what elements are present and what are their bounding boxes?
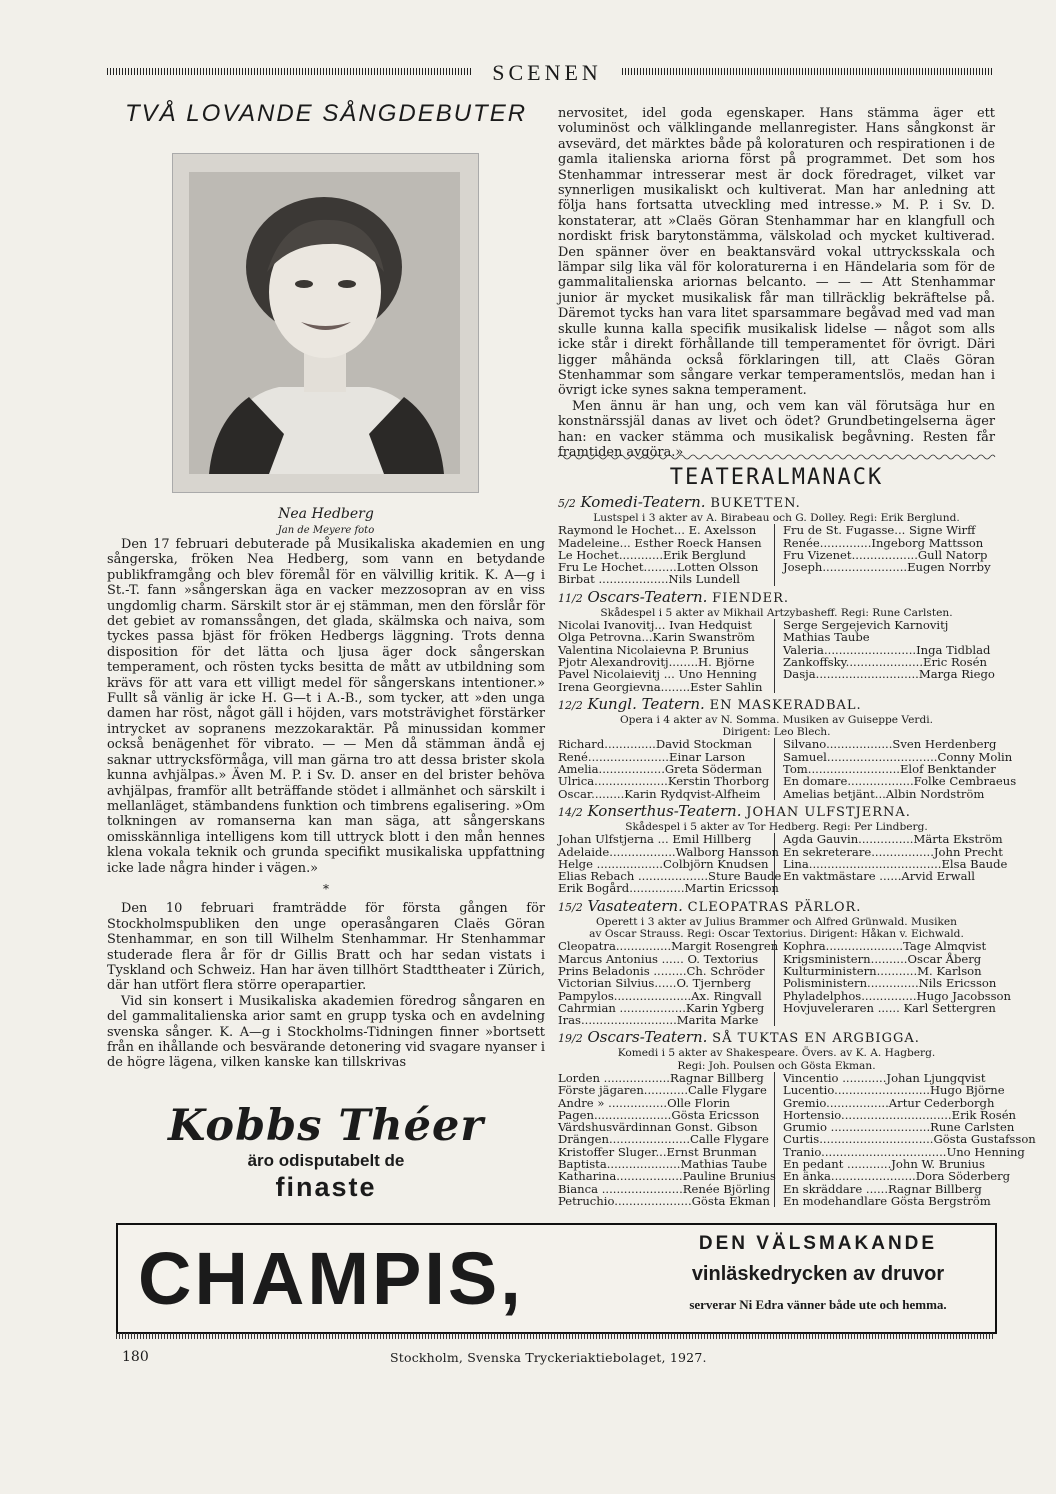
cast-column-right (775, 1070, 1036, 1208)
cast-row: Kristoffer Sluger...Ernst Brunman (558, 1144, 757, 1159)
page-header (107, 60, 992, 86)
cast-row: Kophra.....................Tage Almqvist (783, 939, 987, 954)
entry-theater: Oscars-Teatern. (587, 1028, 708, 1047)
cast-row: Bianca ......................Renée Björling (558, 1181, 771, 1196)
cast-row: Katharina..................Pauline Brunius (558, 1169, 776, 1184)
cast-row: Petruchio.....................Gösta Ekman (558, 1193, 770, 1208)
kobbs-tagline-emphasis: finaste (275, 1172, 377, 1202)
cast-row: Andre » ................Olle Florin (558, 1095, 731, 1110)
cast-column-left (558, 738, 775, 799)
entry-heading (558, 898, 995, 916)
cast-row: René......................Einar Larson (558, 749, 746, 764)
paragraph: Men ännu är han ung, och vem kan väl förutsäga hur en konstnärssjäl danas av livet och ödet? Grundbetingelserna äger han: en vacker stämma och musikalisk begåvning. Resten får framtiden avgöra.» (558, 398, 995, 460)
cast-row: Gremio.................Artur Cederborgh (783, 1095, 995, 1110)
section-separator: * (323, 881, 329, 896)
cast-row: Hortensio..............................Erik Rosén (783, 1107, 1017, 1122)
entry-play: JOHAN ULFSTJERNA. (746, 804, 911, 820)
cast-column-left (558, 619, 775, 693)
champis-brand: CHAMPIS, (138, 1237, 524, 1320)
entry-details: Opera i 4 akter av N. Somma. Musiken av Guiseppe Verdi. (620, 713, 933, 726)
cast-list (558, 619, 995, 693)
entry-details-cont: av Oscar Strauss. Regi: Oscar Textorius. Dirigent: Håkan v. Eichwald. (589, 928, 964, 941)
cast-column-right (775, 737, 1017, 801)
cast-row: Le Hochet............Erik Berglund (558, 547, 746, 562)
cast-row: Serge Sergejevich Karnovitj (783, 618, 949, 633)
almanack-entry (558, 1028, 1036, 1208)
cast-row: Dasja............................Marga Riego (783, 667, 995, 682)
cast-list (558, 524, 995, 585)
cast-row: Lina....................................Elsa Baude (783, 856, 1008, 871)
entry-details: Komedi i 5 akter av Shakespeare. Övers. av K. A. Hagberg. (617, 1047, 936, 1060)
cast-row: En sekreterare.................John Precht (783, 844, 1003, 859)
cast-row: Pagen.....................Gösta Ericsson (558, 1107, 760, 1122)
cast-row: Marcus Antonius ...... O. Textorius (558, 951, 759, 966)
cast-column-left (558, 524, 775, 585)
almanack-entry (558, 494, 995, 586)
cast-column-right (775, 832, 1008, 894)
header-rule-right (622, 68, 992, 75)
entry-play: BUKETTEN. (710, 496, 801, 511)
cast-row: Samuel..............................Conny Molin (783, 749, 1013, 764)
entry-heading (558, 589, 995, 607)
theater-almanack (558, 493, 1036, 1210)
almanack-entry (558, 694, 1017, 801)
article-body-right (558, 106, 995, 460)
portrait-image (189, 172, 460, 474)
cast-row: Madeleine... Esther Roeck Hansen (558, 535, 762, 550)
entry-theater: Kungl. Teatern. (587, 694, 705, 713)
cast-list (558, 737, 1017, 801)
cast-row: Nicolai Ivanovitj... Ivan Hedquist (558, 618, 752, 633)
cast-list (558, 939, 1011, 1028)
article-headline: TVÅ LOVANDE SÅNGDEBUTER (124, 100, 528, 127)
cast-row: En modehandlare Gösta Bergström (783, 1193, 991, 1208)
cast-row: Grumio ...........................Rune Carlsten (783, 1120, 1015, 1135)
cast-row: En änka.......................Dora Söderberg (783, 1169, 1011, 1184)
cast-row: Victorian Silvius......O. Tjernberg (558, 976, 752, 991)
paragraph: nervositet, idel goda egenskaper. Hans stämma äger ett voluminöst och välklingande mellanregister. Hans sångkonst är avsevärd, det märktes både på koloraturen och respirationen i de gamla italienska ariorna först på programmet. Det som hos Stenhammar intresserar mest är dock föredraget, vilket var synnerligen musikaliskt och kultiverat. Man har anledning att följa hans fortsatta utveckling med intresse.» M. P. i Sv. D. konstaterar, att »Claës Göran Stenhammar har en klangfull och nordiskt frisk barytonstämma, välskolad och mycket kultiverad. Den spänner över en beaktansvärd vokal uttrycksskala och lämpar silg lika väl för koloraturerna i en Händelaria som för de gammalitalienska ariornas belcanto. — — — Att Stenhammar junior är mycket musikalisk får man tillräcklig bekräftelse på. Däremot tycks han vara litet sparsammare begåvad med vad man skulle kunna kalla specifik musikalisk lidelse — något som alls icke står i direkt förhållande till temperamentet för övrigt. Däri ligger måhända också förklaringen till, att Claës Göran Stenhammar som sångare verkar temperamentslös, medan han i övrigt icke synes sakna temperament. (558, 106, 995, 399)
entry-date: 14/2 (558, 805, 583, 819)
cast-row: Curtis...............................Gösta Gustafsson (783, 1132, 1036, 1147)
cast-row: En vaktmästare ......Arvid Erwall (783, 869, 975, 884)
cast-row: Mathias Taube (783, 630, 870, 645)
entry-date: 15/2 (558, 900, 583, 914)
photo-credit: Jan de Meyere foto (277, 525, 375, 536)
champis-advertisement (116, 1223, 997, 1334)
cast-row: Valeria.........................Inga Tidblad (783, 642, 991, 657)
cast-column-left (558, 939, 779, 1028)
cast-row: Joseph.......................Eugen Norrby (783, 560, 991, 575)
cast-row: En domare..................Folke Cembraeus (783, 774, 1017, 789)
cast-row: Irena Georgievna........Ester Sahlin (558, 679, 763, 694)
paragraph: Den 10 februari framträdde för första gången för Stockholmspubliken den unge operasångaren Claës Göran Stenhammar, en son till Wilhelm Stenhammar. Hr Stenhammar studerade flera år för dr Gillis Bratt och har sedan vistats i Tyskland och Schweiz. Han har även tillhört Stadttheater i Zürich, där han utfört flera större operapartier. (107, 901, 545, 994)
cast-row: Pavel Nicolaievitj ... Uno Henning (558, 667, 757, 682)
entry-theater: Konserthus-Teatern. (587, 801, 742, 820)
kobbs-tagline: äro odisputabelt de (247, 1151, 405, 1170)
entry-theater: Vasateatern. (587, 896, 683, 915)
cast-row: Krigsministern..........Oscar Åberg (783, 951, 982, 966)
almanack-entry (558, 801, 1008, 896)
cast-column-right (775, 619, 995, 693)
cast-row: Iras..........................Marita Marke (558, 1013, 759, 1028)
cast-column-right (775, 939, 1011, 1026)
cast-row: En pedant ............John W. Brunius (783, 1157, 985, 1172)
cast-row: Agda Gauvin...............Märta Ekström (783, 832, 1003, 847)
entry-details: Skådespel i 5 akter av Tor Hedberg. Regi: Per Lindberg. (625, 820, 928, 833)
section-title: SCENEN (492, 60, 602, 85)
cast-row: Amelias betjänt...Albin Nordström (783, 786, 985, 801)
cast-row: Hovjuveleraren ...... Karl Settergren (783, 1000, 996, 1015)
cast-row: Richard..............David Stockman (558, 737, 752, 752)
cast-row: Raymond le Hochet... E. Axelsson (558, 523, 757, 538)
entry-play: CLEOPATRAS PÄRLOR. (687, 899, 862, 915)
cast-row: Zankoffsky.....................Eric Rosén (783, 654, 987, 669)
almanack-entry (558, 589, 995, 693)
cast-row: Renée..............Ingeborg Mattsson (783, 535, 984, 550)
entry-date: 5/2 (558, 497, 576, 510)
cast-column-left (558, 1072, 775, 1207)
cast-row: Cahrmian ..................Karin Ygberg (558, 1000, 765, 1015)
entry-date: 12/2 (558, 698, 583, 712)
cast-row: Pjotr Alexandrovitj........H. Björne (558, 654, 755, 669)
left-column (107, 100, 545, 1071)
cast-row: Fru de St. Fugasse... Signe Wirff (783, 523, 976, 538)
cast-row: Erik Bogård...............Martin Ericsson (558, 881, 779, 896)
almanack-entry (558, 896, 1011, 1028)
cast-row: Drängen......................Calle Flygare (558, 1132, 769, 1147)
cast-row: Valentina Nicolaievna P. Brunius (558, 642, 749, 657)
cast-row: Polisministern..............Nils Ericsson (783, 976, 997, 991)
kobbs-brand: Kobbs Théer (167, 1101, 485, 1151)
entry-details: Operett i 3 akter av Julius Brammer och Alfred Grünwald. Musiken (595, 915, 957, 928)
portrait-photo (172, 153, 479, 493)
almanack-title: TEATERALMANACK (669, 465, 884, 490)
cast-row: Silvano..................Sven Herdenberg (783, 737, 997, 752)
right-column (558, 106, 995, 460)
cast-row: Olga Petrovna...Karin Swanström (558, 630, 755, 645)
cast-list (558, 1070, 1036, 1208)
photo-caption: Nea Hedberg (278, 506, 374, 522)
cast-row: Fru Le Hochet.........Lotten Olsson (558, 560, 759, 575)
entry-details: Lustspel i 3 akter av A. Birabeau och G. Dolley. Regi: Erik Berglund. (593, 512, 960, 524)
cast-row: Cleopatra...............Margit Rosengren (558, 939, 779, 954)
cast-row: Prins Beladonis .........Ch. Schröder (558, 963, 765, 978)
entry-theater: Oscars-Teatern. (587, 587, 708, 606)
cast-row: Helge ..................Colbjörn Knudsen (558, 856, 769, 871)
entry-details-cont: Dirigent: Leo Blech. (722, 726, 831, 739)
printer-imprint: Stockholm, Svenska Tryckeriaktiebolaget, 1927. (390, 1350, 707, 1365)
entry-details: Skådespel i 5 akter av Mikhail Artzybasheff. Regi: Rune Carlsten. (600, 606, 953, 619)
champis-tagline: serverar Ni Edra vänner både ute och hemma. (689, 1297, 947, 1312)
entry-play: SÅ TUKTAS EN ARGBIGGA. (712, 1031, 920, 1047)
cast-row: Baptista....................Mathias Taube (558, 1157, 768, 1172)
entry-heading (558, 696, 995, 714)
cast-row: Lucentio..........................Hugo Björne (783, 1083, 1005, 1098)
portrait-illustration (189, 172, 460, 474)
cast-row: Pampylos.....................Ax. Ringvall (558, 988, 762, 1003)
cast-row: Oscar.........Karin Rydqvist-Alfheim (558, 786, 761, 801)
entry-details-cont: Regi: Joh. Poulsen och Gösta Ekman. (677, 1059, 876, 1072)
dotted-rule (116, 1333, 993, 1339)
entry-play: FIENDER. (712, 590, 790, 606)
cast-row: Lorden ..................Ragnar Billberg (558, 1070, 764, 1085)
cast-row: Amelia..................Greta Söderman (558, 762, 762, 777)
entry-theater: Komedi-Teatern. (580, 493, 706, 511)
cast-row: Förste jägaren............Calle Flygare (558, 1083, 767, 1098)
champis-subline: vinläskedrycken av druvor (691, 1263, 945, 1285)
article-body-left (107, 537, 545, 1071)
cast-row: Phyladelphos...............Hugo Jacobsson (783, 988, 1011, 1003)
wavy-divider (558, 453, 995, 461)
cast-row: Johan Ulfstjerna ... Emil Hillberg (558, 832, 752, 847)
header-rule-left (107, 68, 472, 75)
cast-row: Birbat ...................Nils Lundell (558, 572, 740, 587)
champis-headline: DEN VÄLSMAKANDE (698, 1233, 938, 1254)
cast-row: Vincentio ............Johan Ljungqvist (783, 1070, 986, 1085)
entry-heading (558, 803, 995, 821)
cast-list (558, 832, 1008, 896)
entry-date: 11/2 (558, 591, 583, 605)
cast-row: En skräddare ......Ragnar Billberg (783, 1181, 982, 1196)
cast-row: Ulrica....................Kerstin Thorborg (558, 774, 770, 789)
entry-play: EN MASKERADBAL. (709, 697, 862, 713)
entry-heading (558, 494, 995, 512)
cast-row: Adelaide..................Walborg Hansson (558, 844, 780, 859)
cast-row: Värdshusvärdinnan Gonst. Gibson (558, 1120, 758, 1135)
cast-row: Elias Rebach ...................Sture Baude (558, 869, 782, 884)
paragraph: Den 17 februari debuterade på Musikaliska akademien en ung sångerska, fröken Nea Hedberg, som vann en betydande publikframgång och blev föremål för en välvillig kritik. K. A—g i St.-T. fann »sångerskan äga en vacker mezzosopran av en viss ungdomlig charm. Särskilt stor är ej stämman, men den förslår för det gebiet av romanssången, det glada, skälmska och naiva, som tyckes passa bjäst för fröken Hedbergs läggning. Trots denna disposition för det lätta och ljusa äger dock sångerskan temperament, och rösten tycks besitta de mått av utbildning som krävs för att vara ett villigt medel för sångerskans intentioner.» Fullt så vänlig är icke H. G—t i A.-B., som tycker, att »den unga damen har röst, något gäll i höjden, vars motsträvighet förstärker intrycket av sopranens mezzokaraktär. På minussidan kommer också benägenhet för vibrato. — — Men då stämman ändå ej saknar uttrycksförmåga, vill man gärna tro att dessa brister skola kunna avhjälpas.» Även M. P. i Sv. D. anser en del brister behöva avhjälpas, framför allt beträffande stödet i allmänhet och särskilt i mellanläget, stämbandens funktion och timbrens egalisering. »Om tolkningen av romanserna kan man säga, att sångerskans omisskännliga intelligens kom till uttryck blott i den mån hennes klena vokala teknik och grunda specifikt musikaliska uppfattning icke lade några hinder i vägen.» (107, 537, 545, 876)
cast-row: Kulturministern...........M. Karlson (783, 963, 982, 978)
cast-row: Tom.........................Elof Benktander (783, 762, 996, 777)
cast-row: Fru Vizenet..................Gull Natorp (783, 547, 988, 562)
page-number: 180 (122, 1349, 149, 1365)
entry-date: 19/2 (558, 1032, 583, 1046)
cast-column-right (775, 524, 995, 585)
kobbs-advertisement (107, 1102, 545, 1206)
entry-heading (558, 1029, 995, 1047)
cast-row: Tranio..................................Uno Henning (783, 1144, 1025, 1159)
cast-column-left (558, 832, 782, 896)
paragraph: Vid sin konsert i Musikaliska akademien föredrog sångaren en del gammalitalienska arior samt en grupp tyska och en avdelning svenska sånger. K. A—g i Stockholms-Tidningen finner »bortsett från en ihållande och besvärande detonering vid svagare nyanser i de högre lägena, vilken kanske kan tillskrivas (107, 993, 545, 1071)
